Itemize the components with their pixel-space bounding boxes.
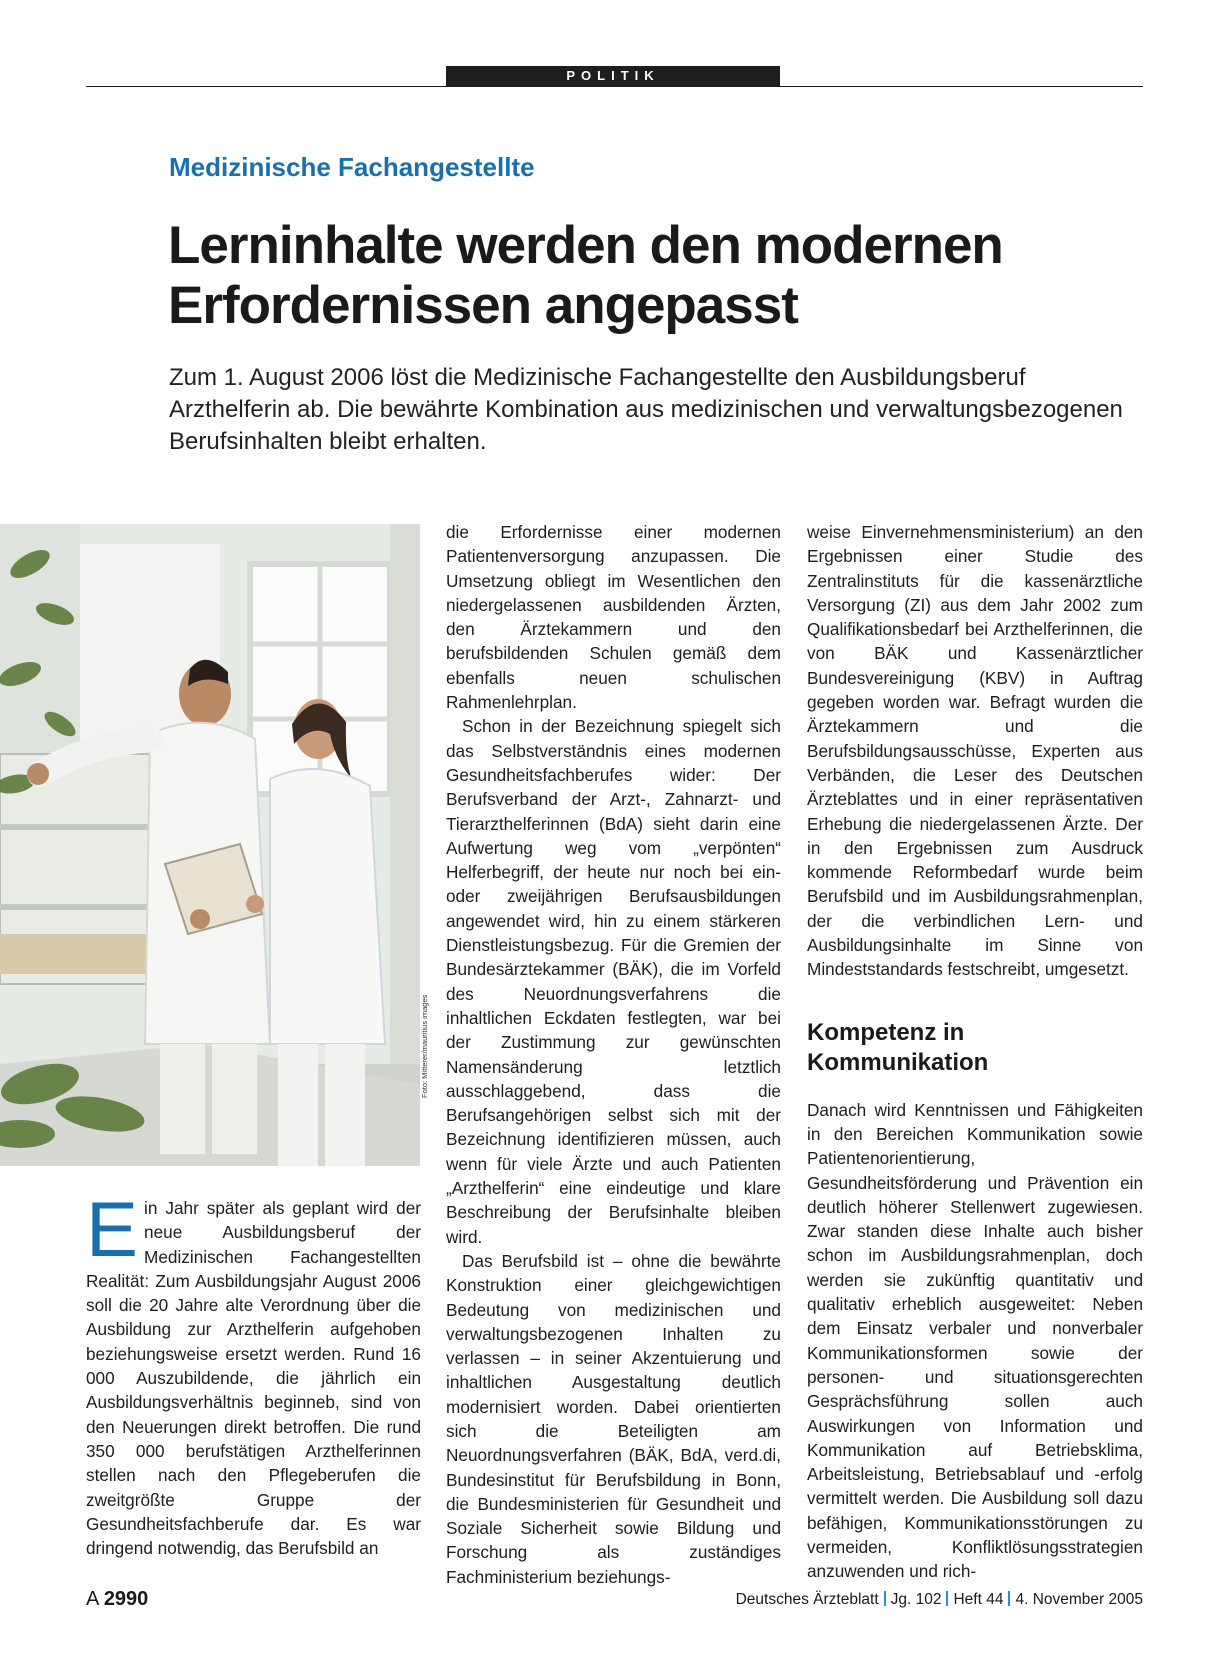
journal-volume: Jg. 102: [890, 1591, 942, 1608]
journal-issue: Heft 44: [953, 1591, 1004, 1608]
journal-date: 4. November 2005: [1015, 1591, 1143, 1608]
paragraph: die Erfordernisse einer modernen Patientenversorgung anzupassen. Die Umsetzung obliegt im Wesentlichen den niedergelassenen ausbildenden Ärzten, den Ärztekammern und den berufsbildenden Schulen gemäß dem ebenfalls neuen schulischen Rahmenlehrplan.: [446, 522, 781, 713]
paragraph: Das Berufsbild ist – ohne die bewährte Konstruktion einer gleichgewichtigen Bedeutung von medizinischen und verwaltungsbezogenen Inhalten zu verlassen – in seiner Akzentuierung und inhaltlichen Ausgestaltung deutlich modernisiert worden. Dabei orientierten sich die Beteiligten am Neuordnungsverfahren (BÄK, BdA, verd.di, Bundesinstitut für Berufsbildung in Bonn, die Bundesministerien für Gesundheit und Soziale Sicherheit sowie Bildung und Forschung als zuständiges Fachministerium beziehungs-: [446, 1250, 781, 1587]
separator: [946, 1591, 948, 1606]
article-kicker: Medizinische Fachangestellte: [169, 152, 535, 182]
journal-footer: [736, 1591, 1143, 1609]
header-rule: [86, 86, 1143, 87]
article-photo: [0, 524, 420, 1166]
article-title: Lerninhalte werden den modernen Erfordernissen angepasst: [168, 216, 1003, 335]
page-folio: [86, 1588, 148, 1611]
page-prefix: A: [86, 1588, 99, 1610]
page-number: 2990: [103, 1588, 149, 1610]
dropcap: E: [86, 1185, 139, 1273]
article-column-2: [446, 520, 781, 1589]
section-label: POLITIK: [446, 66, 780, 86]
separator: [884, 1591, 886, 1606]
article-lead: Zum 1. August 2006 löst die Medizinische Fachangestellte den Ausbildungsberuf Arzthelferin ab. Die bewährte Kombination aus medizinischen und verwaltungsbezogenen Berufsinhalten bleibt erhalten.: [169, 364, 1123, 455]
paragraph: Schon in der Bezeichnung spiegelt sich das Selbstverständnis eines modernen Gesundheitsfachberufes wider: Der Berufsverband der Arzt-, Zahnarzt- und Tierarzthelferinnen (BdA) sieht darin eine Aufwertung weg vom „verpönten“ Helferbegriff, der heute nur noch bei ein- oder zweijährigen Berufsausbildungen angewendet wird, hin zu einem stärkeren Dienstleistungsbezug. Für die Gremien der Bundesärztekammer (BÄK), die im Vorfeld des Neuordnungsverfahrens die inhaltlichen Eckdaten festlegten, war bei der Zustimmung zur gewünschten Namensänderung letztlich ausschlaggebend, dass die Berufsangehörigen selbst sich mit der Bezeichnung identifizieren müssen, auch wenn für viele Ärzte und auch Patienten „Arzthelferin“ eine eindeutige und klare Beschreibung der Berufsinhalte bleiben wird.: [446, 716, 781, 1247]
journal-name: Deutsches Ärzteblatt: [735, 1591, 879, 1608]
article-column-3: [807, 520, 1143, 1584]
article-column-1: [86, 1185, 421, 1560]
paragraph: Danach wird Kenntnissen und Fähigkeiten in den Bereichen Kommunikation sowie Patientenorientierung, Gesundheitsförderung und Prävention ein deutlich höherer Stellenwert zugewiesen. Zwar standen diese Inhalte auch bisher schon im Ausbildungsrahmenplan, doch werden sie zukünftig quantitativ und qualitativ erheblich ausgeweitet: Neben dem Einsatz verbaler und nonverbaler Kommunikationsformen sowie der personen- und situationsgerechten Gesprächsführung sollen auch Auswirkungen von Information und Kommunikation auf Betriebsklima, Arbeitsleistung, Betriebsablauf und -erfolg vermittelt werden. Die Ausbildung soll dazu befähigen, Kommunikationsstörungen zu vermeiden, Konfliktlösungsstrategien anzuwenden und rich-: [807, 1099, 1143, 1582]
separator: [1008, 1591, 1010, 1606]
paragraph: weise Einvernehmensministerium) an den Ergebnissen einer Studie des Zentralinstituts für die kassenärztliche Versorgung (ZI) aus dem Jahr 2002 zum Qualifikationsbedarf bei Arzthelferinnen, die von BÄK und Kassenärztlicher Bundesvereinigung (KBV) in Auftrag gegeben worden war. Befragt wurden die Ärztekammern und die Berufsbildungsausschüsse, Experten aus Verbänden, die Leser des Deutschen Ärzteblattes und in einer repräsentativen Erhebung die niedergelassenen Ärzte. Der in den Ergebnissen zum Ausdruck kommende Reformbedarf wurde beim Berufsbild und im Ausbildungsrahmenplan, der die verbindlichen Lern- und Ausbildungsinhalte im Sinne von Mindeststandards festschreibt, umgesetzt.: [807, 522, 1143, 980]
paragraph: in Jahr später als geplant wird der neue Ausbildungsberuf der Medizinischen Fachangestellten Realität: Zum Ausbildungsjahr August 2006 soll die 20 Jahre alte Verordnung über die Ausbildung zur Arzthelferin aufgehoben beziehungsweise ersetzt werden. Rund 16 000 Auszubildende, die jährlich ein Ausbildungsverhältnis beginneb, sind von den Neuerungen direkt betroffen. Die rund 350 000 berufstätigen Arzthelferinnen stellen nach den Pflegeberufen die zweitgrößte Gruppe der Gesundheitsfachberufe dar. Es war dringend notwendig, das Berufsbild an: [86, 1198, 421, 1559]
section-subheading: Kompetenz in Kommunikation: [807, 1018, 989, 1076]
